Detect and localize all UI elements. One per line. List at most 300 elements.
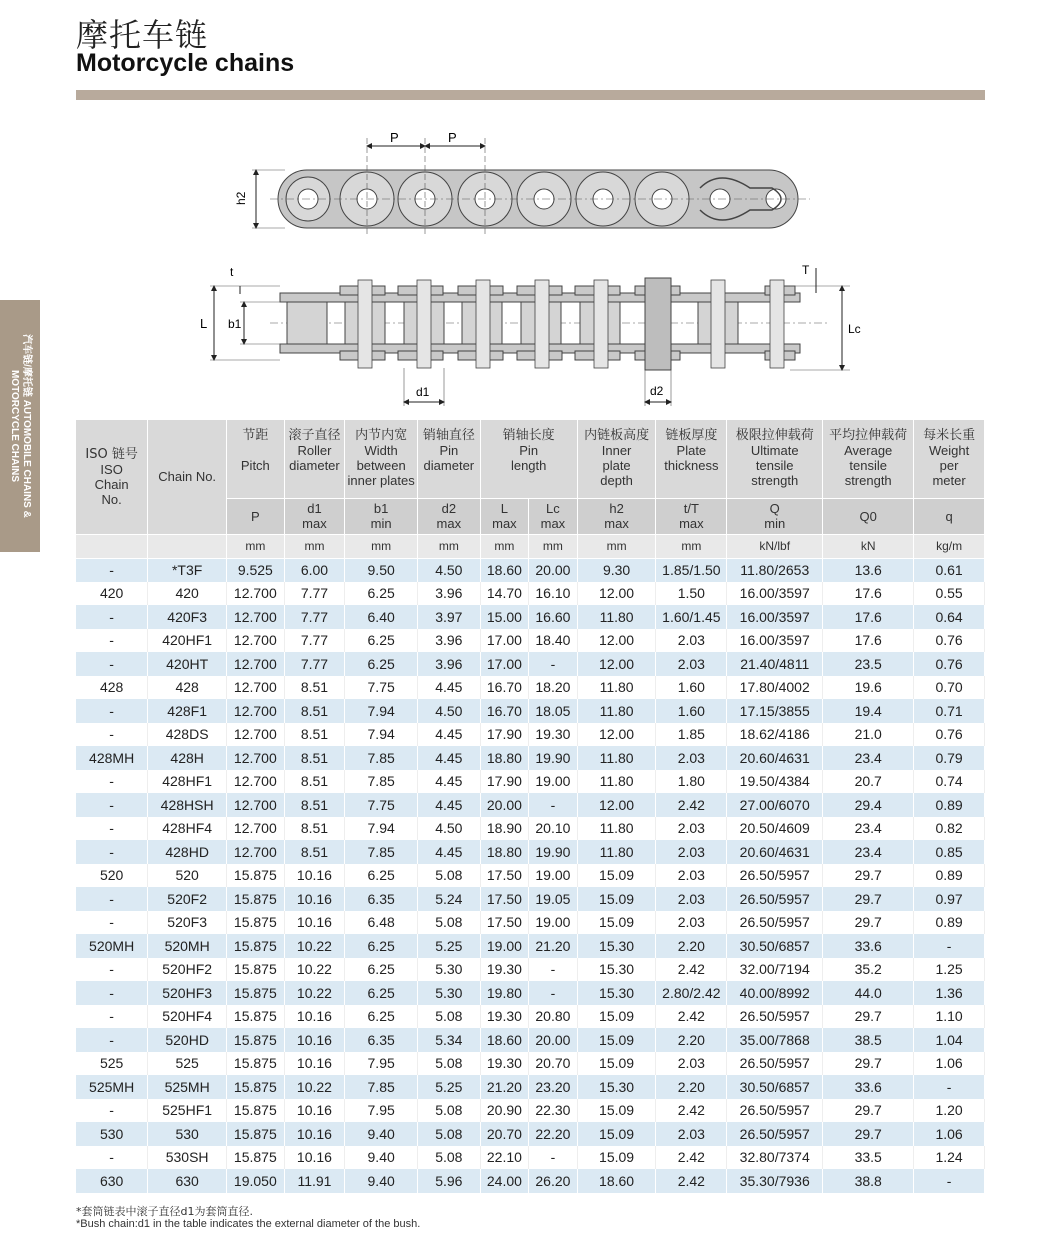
- table-cell: 520MH: [148, 934, 227, 958]
- table-cell: 6.35: [345, 1028, 418, 1052]
- table-cell: 520HF4: [148, 1005, 227, 1029]
- table-cell: 19.30: [480, 958, 529, 982]
- table-cell: 38.5: [823, 1028, 914, 1052]
- table-cell: -: [529, 793, 578, 817]
- table-cell: 15.875: [227, 1052, 285, 1076]
- label-pitch-1: P: [390, 130, 399, 145]
- table-cell: 2.03: [656, 840, 727, 864]
- table-cell: 15.875: [227, 911, 285, 935]
- table-cell: 630: [148, 1169, 227, 1193]
- unit-h2: mm: [577, 534, 656, 558]
- table-cell: 26.50/5957: [727, 887, 823, 911]
- side-tab-line2: MOTORCYCLE CHAINS: [9, 369, 20, 483]
- table-cell: -: [76, 1146, 148, 1170]
- sym-L: L max: [480, 498, 529, 534]
- table-cell: 19.05: [529, 887, 578, 911]
- table-cell: 428: [148, 676, 227, 700]
- table-cell: 17.90: [480, 770, 529, 794]
- table-cell: 16.70: [480, 676, 529, 700]
- table-cell: 17.00: [480, 652, 529, 676]
- table-cell: 5.08: [418, 1122, 481, 1146]
- table-cell: 33.5: [823, 1146, 914, 1170]
- table-row: [76, 1146, 985, 1170]
- table-cell: 7.85: [345, 1075, 418, 1099]
- table-cell: 5.30: [418, 958, 481, 982]
- table-cell: 8.51: [284, 770, 345, 794]
- table-cell: 428F1: [148, 699, 227, 723]
- table-cell: 4.50: [418, 699, 481, 723]
- table-cell: -: [76, 629, 148, 653]
- table-cell: 29.7: [823, 864, 914, 888]
- table-cell: 520HF2: [148, 958, 227, 982]
- table-cell: 15.09: [577, 1005, 656, 1029]
- table-cell: 11.80: [577, 817, 656, 841]
- table-cell: 12.700: [227, 746, 285, 770]
- table-cell: 10.22: [284, 934, 345, 958]
- table-cell: 5.08: [418, 864, 481, 888]
- table-cell: 26.50/5957: [727, 911, 823, 935]
- table-cell: 19.00: [529, 864, 578, 888]
- table-cell: 40.00/8992: [727, 981, 823, 1005]
- table-cell: 4.45: [418, 793, 481, 817]
- table-cell: 11.91: [284, 1169, 345, 1193]
- table-cell: 5.08: [418, 1099, 481, 1123]
- table-cell: 13.6: [823, 558, 914, 582]
- table-cell: 21.0: [823, 723, 914, 747]
- table-cell: 6.25: [345, 1005, 418, 1029]
- table-cell: 21.40/4811: [727, 652, 823, 676]
- table-row: [76, 817, 985, 841]
- table-cell: 525MH: [148, 1075, 227, 1099]
- header-inner-width: 内节内宽 Width between inner plates: [345, 420, 418, 498]
- table-cell: -: [76, 699, 148, 723]
- page-title-en: Motorcycle chains: [76, 49, 295, 77]
- page-title-cn: 摩托车链: [76, 16, 209, 54]
- table-cell: 33.6: [823, 1075, 914, 1099]
- table-cell: 14.70: [480, 582, 529, 606]
- table-cell: 19.90: [529, 746, 578, 770]
- table-cell: 8.51: [284, 746, 345, 770]
- table-cell: 1.60: [656, 699, 727, 723]
- table-cell: 3.96: [418, 582, 481, 606]
- title-divider: [76, 90, 985, 100]
- table-cell: 19.90: [529, 840, 578, 864]
- table-cell: 17.00: [480, 629, 529, 653]
- table-cell: 27.00/6070: [727, 793, 823, 817]
- table-cell: 19.30: [480, 1052, 529, 1076]
- unit-b1: mm: [345, 534, 418, 558]
- table-cell: 5.96: [418, 1169, 481, 1193]
- table-cell: 2.42: [656, 793, 727, 817]
- table-cell: -: [914, 1169, 985, 1193]
- table-cell: 1.80: [656, 770, 727, 794]
- table-cell: 520: [76, 864, 148, 888]
- table-cell: 29.7: [823, 1099, 914, 1123]
- table-cell: 8.51: [284, 723, 345, 747]
- header-weight-per-meter: 每米长重 Weight per meter: [914, 420, 985, 498]
- table-row: [76, 723, 985, 747]
- table-cell: 15.09: [577, 911, 656, 935]
- table-cell: 11.80: [577, 770, 656, 794]
- table-cell: 6.25: [345, 934, 418, 958]
- table-cell: 12.700: [227, 770, 285, 794]
- table-cell: 23.5: [823, 652, 914, 676]
- header-roller-diameter: 滚子直径 Roller diameter: [284, 420, 345, 498]
- table-cell: 35.00/7868: [727, 1028, 823, 1052]
- label-T: T: [802, 263, 810, 277]
- table-cell: 7.77: [284, 605, 345, 629]
- table-cell: 15.875: [227, 887, 285, 911]
- table-cell: 520HD: [148, 1028, 227, 1052]
- table-cell: 29.4: [823, 793, 914, 817]
- table-row: [76, 629, 985, 653]
- table-row: [76, 1028, 985, 1052]
- table-cell: 6.48: [345, 911, 418, 935]
- table-cell: 4.45: [418, 676, 481, 700]
- table-cell: 15.875: [227, 1028, 285, 1052]
- table-cell: 29.7: [823, 911, 914, 935]
- table-cell: *T3F: [148, 558, 227, 582]
- sym-q: q: [914, 498, 985, 534]
- table-cell: 6.25: [345, 864, 418, 888]
- table-cell: 17.80/4002: [727, 676, 823, 700]
- table-cell: -: [76, 793, 148, 817]
- table-cell: 18.80: [480, 746, 529, 770]
- table-cell: 9.40: [345, 1169, 418, 1193]
- table-cell: 420F3: [148, 605, 227, 629]
- table-cell: 2.42: [656, 1146, 727, 1170]
- table-cell: 21.20: [529, 934, 578, 958]
- table-cell: -: [76, 840, 148, 864]
- table-cell: 16.60: [529, 605, 578, 629]
- table-cell: 15.09: [577, 1099, 656, 1123]
- unit-blank-chain: [148, 534, 227, 558]
- table-cell: 2.80/2.42: [656, 981, 727, 1005]
- table-cell: 26.50/5957: [727, 864, 823, 888]
- table-cell: 29.7: [823, 1005, 914, 1029]
- table-cell: 18.90: [480, 817, 529, 841]
- table-cell: 23.4: [823, 817, 914, 841]
- table-cell: 20.70: [480, 1122, 529, 1146]
- chain-side-view: [234, 130, 810, 236]
- table-cell: 0.89: [914, 911, 985, 935]
- table-cell: 17.15/3855: [727, 699, 823, 723]
- table-cell: 11.80: [577, 676, 656, 700]
- unit-pitch: mm: [227, 534, 285, 558]
- table-cell: 1.20: [914, 1099, 985, 1123]
- table-cell: 32.80/7374: [727, 1146, 823, 1170]
- table-cell: 10.16: [284, 1028, 345, 1052]
- table-cell: 12.700: [227, 652, 285, 676]
- sym-h2: h2 max: [577, 498, 656, 534]
- table-cell: 5.08: [418, 1146, 481, 1170]
- table-cell: 0.61: [914, 558, 985, 582]
- table-cell: 2.03: [656, 629, 727, 653]
- table-cell: 20.50/4609: [727, 817, 823, 841]
- table-cell: 19.00: [529, 770, 578, 794]
- table-cell: 3.97: [418, 605, 481, 629]
- table-cell: 12.00: [577, 723, 656, 747]
- table-cell: -: [76, 558, 148, 582]
- table-cell: 20.00: [480, 793, 529, 817]
- table-cell: 23.4: [823, 746, 914, 770]
- table-cell: 19.30: [480, 1005, 529, 1029]
- table-cell: 20.60/4631: [727, 746, 823, 770]
- table-cell: 15.09: [577, 1122, 656, 1146]
- table-cell: 4.50: [418, 817, 481, 841]
- label-d2: d2: [650, 384, 664, 398]
- table-cell: 520: [148, 864, 227, 888]
- table-row: [76, 605, 985, 629]
- table-cell: 520F3: [148, 911, 227, 935]
- table-cell: 420HT: [148, 652, 227, 676]
- table-row: [76, 1169, 985, 1193]
- header-iso-chain-no: ISO 链号 ISO Chain No.: [76, 420, 148, 534]
- table-cell: 17.50: [480, 911, 529, 935]
- table-cell: 428DS: [148, 723, 227, 747]
- table-cell: 15.875: [227, 934, 285, 958]
- table-cell: 15.09: [577, 1146, 656, 1170]
- table-cell: 17.90: [480, 723, 529, 747]
- table-cell: 15.30: [577, 1075, 656, 1099]
- table-cell: 525: [148, 1052, 227, 1076]
- table-cell: 7.85: [345, 840, 418, 864]
- table-cell: 2.03: [656, 1052, 727, 1076]
- table-cell: 12.00: [577, 629, 656, 653]
- table-cell: 10.22: [284, 1075, 345, 1099]
- header-pin-diameter: 销轴直径 Pin diameter: [418, 420, 481, 498]
- table-cell: 2.03: [656, 887, 727, 911]
- header-average-strength: 平均拉伸载荷 Average tensile strength: [823, 420, 914, 498]
- table-cell: 19.00: [480, 934, 529, 958]
- table-cell: 0.64: [914, 605, 985, 629]
- table-cell: 6.25: [345, 958, 418, 982]
- label-Lc: Lc: [848, 322, 861, 336]
- table-cell: 26.50/5957: [727, 1005, 823, 1029]
- table-cell: 1.25: [914, 958, 985, 982]
- table-cell: 19.6: [823, 676, 914, 700]
- table-cell: 10.16: [284, 911, 345, 935]
- sym-Lc: Lc max: [529, 498, 578, 534]
- table-cell: 6.25: [345, 629, 418, 653]
- table-cell: 21.20: [480, 1075, 529, 1099]
- table-cell: 2.42: [656, 1169, 727, 1193]
- table-cell: 420: [148, 582, 227, 606]
- table-cell: 20.00: [529, 558, 578, 582]
- table-cell: 11.80: [577, 605, 656, 629]
- table-cell: 2.20: [656, 1028, 727, 1052]
- table-cell: 12.700: [227, 629, 285, 653]
- table-cell: 7.85: [345, 746, 418, 770]
- table-row: [76, 981, 985, 1005]
- unit-Lc: mm: [529, 534, 578, 558]
- table-cell: 18.80: [480, 840, 529, 864]
- table-cell: 17.6: [823, 629, 914, 653]
- table-cell: 420HF1: [148, 629, 227, 653]
- table-cell: 15.875: [227, 864, 285, 888]
- table-cell: 8.51: [284, 817, 345, 841]
- table-cell: 11.80/2653: [727, 558, 823, 582]
- table-cell: 35.30/7936: [727, 1169, 823, 1193]
- table-cell: 8.51: [284, 793, 345, 817]
- table-cell: 12.00: [577, 582, 656, 606]
- chain-spec-table: [76, 420, 985, 1193]
- table-cell: -: [529, 981, 578, 1005]
- table-cell: 8.51: [284, 699, 345, 723]
- footnote-cn: *套筒链表中滚子直径d1为套筒直径.: [76, 1205, 253, 1218]
- table-cell: 30.50/6857: [727, 934, 823, 958]
- table-cell: 10.16: [284, 1099, 345, 1123]
- table-cell: 12.700: [227, 817, 285, 841]
- table-cell: 33.6: [823, 934, 914, 958]
- table-cell: 0.74: [914, 770, 985, 794]
- table-cell: 20.7: [823, 770, 914, 794]
- table-cell: 5.08: [418, 911, 481, 935]
- table-cell: 530: [76, 1122, 148, 1146]
- table-cell: -: [76, 1028, 148, 1052]
- table-cell: 26.50/5957: [727, 1122, 823, 1146]
- table-cell: 530SH: [148, 1146, 227, 1170]
- table-cell: 12.00: [577, 652, 656, 676]
- table-cell: 12.700: [227, 676, 285, 700]
- label-t: t: [230, 265, 234, 279]
- table-cell: 11.80: [577, 840, 656, 864]
- table-cell: 1.85: [656, 723, 727, 747]
- table-cell: 2.03: [656, 911, 727, 935]
- table-cell: 1.24: [914, 1146, 985, 1170]
- table-cell: 428H: [148, 746, 227, 770]
- table-cell: 1.10: [914, 1005, 985, 1029]
- table-row: [76, 1005, 985, 1029]
- table-cell: 5.08: [418, 1005, 481, 1029]
- footnote-en: *Bush chain:d1 in the table indicates the external diameter of the bush.: [76, 1218, 421, 1230]
- table-cell: 22.30: [529, 1099, 578, 1123]
- table-cell: 1.06: [914, 1122, 985, 1146]
- table-cell: 1.85/1.50: [656, 558, 727, 582]
- header-pin-length: 销轴长度 Pin length: [480, 420, 577, 498]
- table-cell: 7.77: [284, 629, 345, 653]
- table-cell: 6.40: [345, 605, 418, 629]
- table-cell: 2.42: [656, 958, 727, 982]
- table-cell: 428HD: [148, 840, 227, 864]
- table-cell: 0.76: [914, 723, 985, 747]
- table-cell: 8.51: [284, 840, 345, 864]
- table-cell: 6.25: [345, 582, 418, 606]
- table-cell: 19.050: [227, 1169, 285, 1193]
- table-cell: 2.42: [656, 1099, 727, 1123]
- unit-Q: kN/lbf: [727, 534, 823, 558]
- table-cell: -: [914, 1075, 985, 1099]
- table-cell: 22.20: [529, 1122, 578, 1146]
- table-cell: 23.4: [823, 840, 914, 864]
- table-cell: 4.45: [418, 770, 481, 794]
- table-cell: -: [529, 958, 578, 982]
- sym-Q0: Q0: [823, 498, 914, 534]
- table-cell: 26.50/5957: [727, 1052, 823, 1076]
- table-cell: 18.20: [529, 676, 578, 700]
- table-cell: 7.94: [345, 699, 418, 723]
- table-row: [76, 911, 985, 935]
- table-cell: 10.22: [284, 981, 345, 1005]
- table-cell: 15.875: [227, 1005, 285, 1029]
- table-cell: 9.40: [345, 1122, 418, 1146]
- table-cell: 5.08: [418, 1052, 481, 1076]
- table-row: [76, 934, 985, 958]
- table-cell: 5.24: [418, 887, 481, 911]
- table-row: [76, 1075, 985, 1099]
- table-cell: 15.875: [227, 1146, 285, 1170]
- table-cell: 10.22: [284, 958, 345, 982]
- table-cell: 2.03: [656, 864, 727, 888]
- table-cell: 32.00/7194: [727, 958, 823, 982]
- table-cell: 20.10: [529, 817, 578, 841]
- table-cell: 26.20: [529, 1169, 578, 1193]
- label-b1: b1: [228, 317, 242, 331]
- table-cell: 428HF4: [148, 817, 227, 841]
- table-cell: 20.90: [480, 1099, 529, 1123]
- table-cell: 15.09: [577, 864, 656, 888]
- table-cell: 26.50/5957: [727, 1099, 823, 1123]
- table-cell: 20.60/4631: [727, 840, 823, 864]
- table-cell: 530: [148, 1122, 227, 1146]
- table-cell: 20.80: [529, 1005, 578, 1029]
- table-cell: 29.7: [823, 887, 914, 911]
- unit-d1: mm: [284, 534, 345, 558]
- table-cell: 15.30: [577, 958, 656, 982]
- table-row: [76, 793, 985, 817]
- table-cell: 0.85: [914, 840, 985, 864]
- table-row: [76, 1052, 985, 1076]
- table-cell: 15.30: [577, 981, 656, 1005]
- table-cell: 16.10: [529, 582, 578, 606]
- table-cell: 38.8: [823, 1169, 914, 1193]
- table-cell: 15.875: [227, 958, 285, 982]
- table-cell: -: [529, 652, 578, 676]
- table-cell: 6.25: [345, 652, 418, 676]
- table-row: [76, 840, 985, 864]
- table-cell: 10.16: [284, 887, 345, 911]
- table-cell: 428HSH: [148, 793, 227, 817]
- table-row: [76, 1099, 985, 1123]
- table-cell: 17.50: [480, 887, 529, 911]
- table-cell: 9.30: [577, 558, 656, 582]
- table-cell: 7.95: [345, 1052, 418, 1076]
- table-row: [76, 746, 985, 770]
- unit-Q0: kN: [823, 534, 914, 558]
- table-cell: 11.80: [577, 699, 656, 723]
- table-cell: 7.94: [345, 817, 418, 841]
- table-cell: 18.40: [529, 629, 578, 653]
- unit-L: mm: [480, 534, 529, 558]
- table-cell: 18.05: [529, 699, 578, 723]
- table-cell: 7.77: [284, 582, 345, 606]
- header-ultimate-strength: 极限拉伸载荷 Ultimate tensile strength: [727, 420, 823, 498]
- table-cell: 0.55: [914, 582, 985, 606]
- table-cell: -: [76, 1099, 148, 1123]
- table-row: [76, 887, 985, 911]
- table-cell: -: [76, 652, 148, 676]
- table-cell: 15.875: [227, 1075, 285, 1099]
- table-cell: 5.25: [418, 934, 481, 958]
- table-cell: 7.94: [345, 723, 418, 747]
- sym-b1: b1 min: [345, 498, 418, 534]
- table-cell: 0.82: [914, 817, 985, 841]
- table-row: [76, 699, 985, 723]
- table-cell: 30.50/6857: [727, 1075, 823, 1099]
- table-cell: 12.700: [227, 793, 285, 817]
- label-d1: d1: [416, 385, 430, 399]
- table-cell: 0.71: [914, 699, 985, 723]
